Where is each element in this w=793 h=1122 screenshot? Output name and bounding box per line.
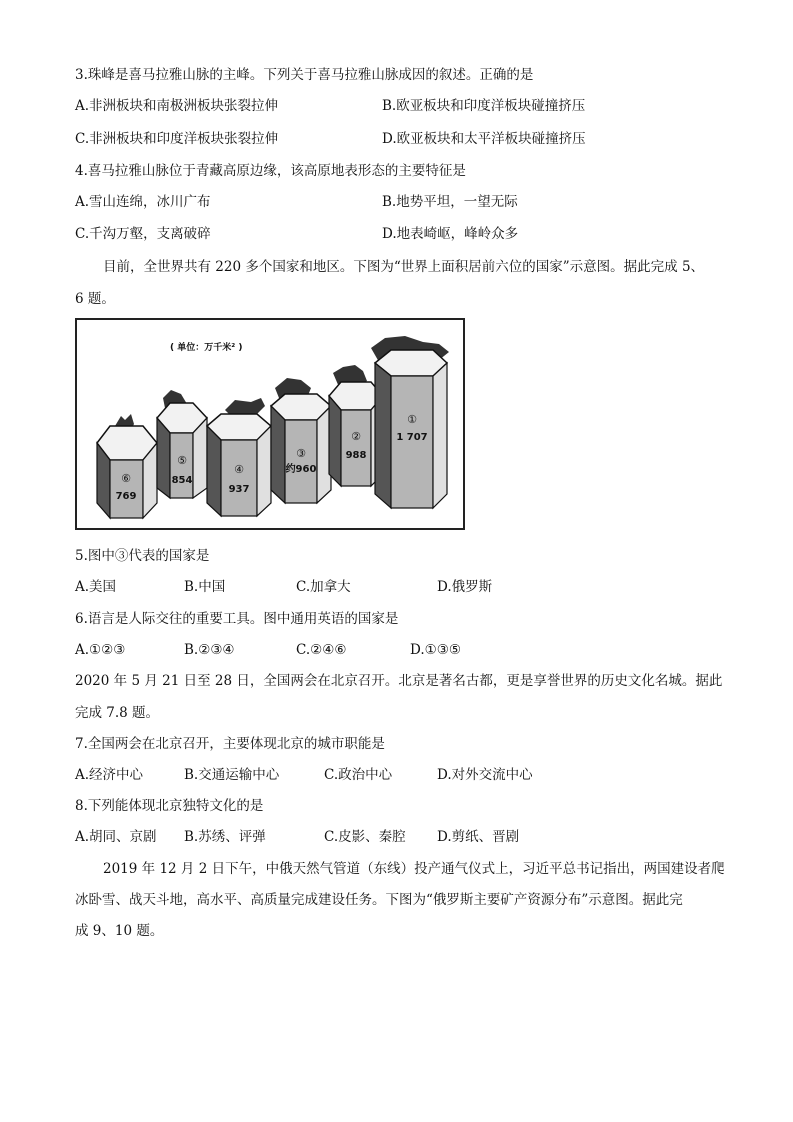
question-4-option-b: B.地势平坦，一望无际 <box>382 194 518 210</box>
question-7-option-b: B.交通运输中心 <box>184 767 280 783</box>
question-6-option-a: A.①②③ <box>75 642 126 658</box>
question-4-option-d: D.地表崎岖，峰岭众多 <box>382 226 519 242</box>
value-label-6: 769 <box>115 491 137 502</box>
question-3-stem: 3.珠峰是喜马拉雅山脉的主峰。下列关于喜马拉雅山脉成因的叙述。正确的是 <box>75 67 534 83</box>
question-6-option-d: D.①③⑤ <box>410 642 461 658</box>
question-6-option-c: C.②④⑥ <box>296 642 347 658</box>
question-8-option-c: C.皮影、秦腔 <box>324 829 406 845</box>
question-5-option-c: C.加拿大 <box>296 579 351 595</box>
rank-label-3: ③ <box>296 447 306 460</box>
question-3-option-d: D.欧亚板块和太平洋板块碰撞挤压 <box>382 131 586 147</box>
intro-7-8-line-1: 2020 年 5 月 21 日至 28 日，全国两会在北京召开。北京是著名古都，更是享誉世界的历史文化名城。据此 <box>75 673 723 689</box>
value-label-4: 937 <box>228 484 250 495</box>
question-3-option-c: C.非洲板块和印度洋板块张裂拉伸 <box>75 131 279 147</box>
column-1 <box>371 336 449 508</box>
question-4-stem: 4.喜马拉雅山脉位于青藏高原边缘，该高原地表形态的主要特征是 <box>75 163 466 179</box>
value-label-3: 约960 <box>285 464 317 475</box>
rank-label-4: ④ <box>234 463 244 476</box>
question-8-option-a: A.胡同、京剧 <box>75 829 157 845</box>
question-4-option-a: A.雪山连绵，冰川广布 <box>75 194 211 210</box>
question-3-option-a: A.非洲板块和南极洲板块张裂拉伸 <box>75 98 279 114</box>
question-6-stem: 6.语言是人际交往的重要工具。图中通用英语的国家是 <box>75 611 399 627</box>
question-7-stem: 7.全国两会在北京召开，主要体现北京的城市职能是 <box>75 736 385 752</box>
value-label-1: 1 707 <box>396 432 428 443</box>
intro-5-6-line-1: 目前，全世界共有 220 多个国家和地区。下图为“世界上面积居前六位的国家”示意图。据此完成 5、 <box>103 259 705 275</box>
question-8-option-d: D.剪纸、晋剧 <box>437 829 520 845</box>
question-5-option-a: A.美国 <box>75 579 117 595</box>
question-4-option-c: C.千沟万壑，支离破碎 <box>75 226 211 242</box>
value-label-5: 854 <box>171 475 193 486</box>
question-7-option-c: C.政治中心 <box>324 767 393 783</box>
rank-label-2: ② <box>351 430 361 443</box>
question-5-option-d: D.俄罗斯 <box>437 579 493 595</box>
question-8-option-b: B.苏绣、评弹 <box>184 829 266 845</box>
intro-5-6-line-2: 6 题。 <box>75 291 115 307</box>
figure-unit-label: ( 单位：万千米² ) <box>170 343 243 353</box>
intro-9-10-line-3: 成 9、10 题。 <box>75 923 164 939</box>
question-7-option-d: D.对外交流中心 <box>437 767 533 783</box>
question-8-stem: 8.下列能体现北京独特文化的是 <box>75 798 264 814</box>
rank-label-1: ① <box>407 413 417 426</box>
question-5-option-b: B.中国 <box>184 579 226 595</box>
rank-label-6: ⑥ <box>121 472 131 485</box>
question-6-option-b: B.②③④ <box>184 642 235 658</box>
value-label-2: 988 <box>345 450 367 461</box>
intro-7-8-line-2: 完成 7.8 题。 <box>75 705 160 721</box>
intro-9-10-line-1: 2019 年 12 月 2 日下午，中俄天然气管道（东线）投产通气仪式上，习近平总书记指出，两国建设者爬 <box>103 861 725 877</box>
rank-label-5: ⑤ <box>177 454 187 467</box>
question-5-stem: 5.图中③代表的国家是 <box>75 548 210 564</box>
question-7-option-a: A.经济中心 <box>75 767 144 783</box>
intro-9-10-line-2: 冰卧雪、战天斗地，高水平、高质量完成建设任务。下图为“俄罗斯主要矿产资源分布”示意图。据此完 <box>75 892 683 908</box>
country-area-figure <box>75 318 465 530</box>
question-3-option-b: B.欧亚板块和印度洋板块碰撞挤压 <box>382 98 586 114</box>
